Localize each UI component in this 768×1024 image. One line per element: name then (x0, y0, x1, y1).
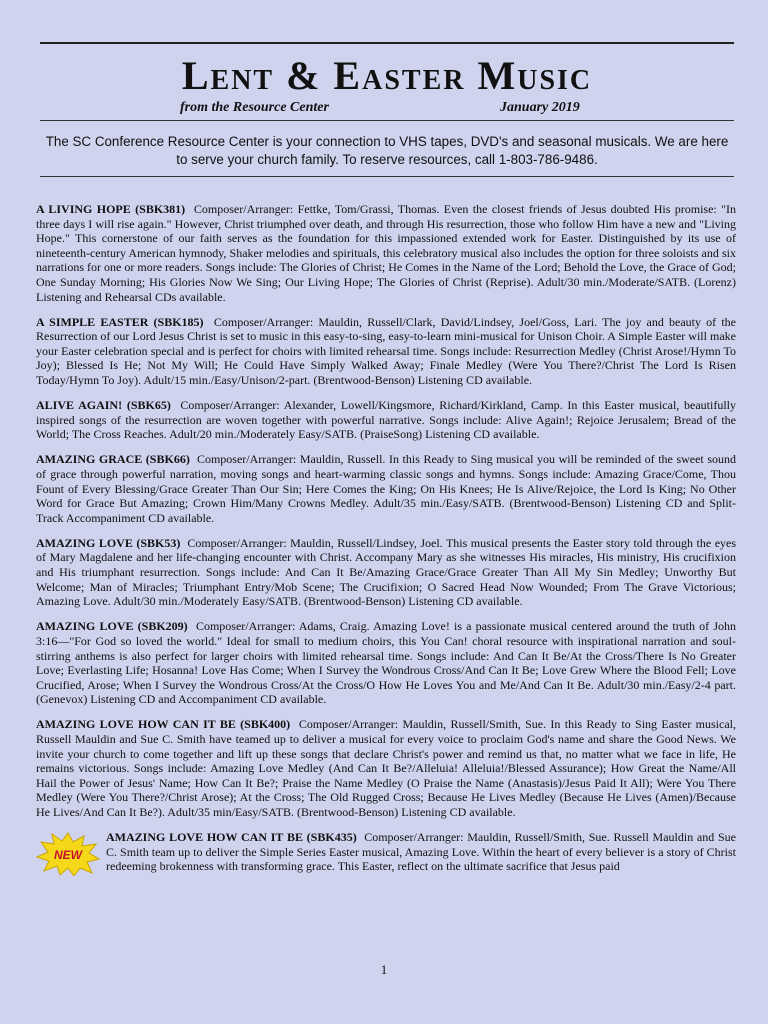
entry-body: Composer/Arranger: Mauldin, Russell/Smith, Sue. In this Ready to Sing Easter musical, Russell Mauldin and Sue C. Smith have teamed up to deliver a musical for every voice to proclaim God's name and share the Good News. We invite your church to come together and lift up these songs that declare Christ's power and remind us that, no matter what we face in life, He remains victorious. Songs include: Amazing Love Medley (And Can It Be?/Alleluia! Alleluia!/Blessed Assurance); How Great the Name/All Hail the Power of Jesus' Name; How Can It Be?; Praise the Name Medley (O Praise the Name (Anastasis)/Jesus Paid It All); Were You There Medley (Were You There?/Christ Arose); At the Cross; The Old Rugged Cross; Because He Lives Medley (Because He Lives (Amen)/Because He Lives/And Can It Be?). Adult/35 min/Easy/SATB. (Brentwood-Benson) Listening CD available. (36, 717, 736, 819)
new-badge-label: NEW (54, 848, 82, 863)
new-badge-icon (36, 832, 100, 876)
entry-heading: A LIVING HOPE (SBK381) (36, 202, 186, 216)
page-number: 1 (380, 962, 388, 977)
entry-body: Composer/Arranger: Mauldin, Russell. In this Ready to Sing musical you will be reminded of the sweet sound of grace through powerful narration, moving songs and heart-warming classic songs and hymns. Songs include: Amazing Grace/Come, Thou Fount of Every Blessing/Grace Greater Than Our Sin; Here Comes the King; On His Knees; He Is Alive/Rejoice, the Lord Is King; No Other Word for Grace But Amazing; Crown Him/Many Crowns Medley. Adult/35 min./Easy/SATB. (Brentwood-Benson) Listening CD and Split-Track Accompaniment CD available. (36, 452, 736, 525)
entry-sbk400 (36, 717, 736, 819)
entry-heading: AMAZING LOVE HOW CAN IT BE (SBK400) (36, 717, 291, 732)
entry-heading: A SIMPLE EASTER (SBK185) (36, 314, 204, 329)
entry-heading: AMAZING LOVE (SBK53) (36, 535, 181, 550)
intro-rule (40, 176, 734, 177)
entry-body: Composer/Arranger: Mauldin, Russell/Smith, Sue. Russell Mauldin and Sue C. Smith team up to deliver the Simple Series Easter musical, Amazing Love. Within the heart of every believer is a story of Christ redeeming brokenness with transforming grace. This Easter, reflect on the ultimate sacrifice that Jesus paid (106, 830, 737, 874)
entry-body: Composer/Arranger: Mauldin, Russell/Clark, David/Lindsey, Joel/Goss, Lari. The joy and beauty of the Resurrection of our Lord Jesus Christ is set to music in this easy-to-sing, easy-to-learn mini-musical for Unison Choir. A Simple Easter will make your Easter celebration special and is perfect for choirs with limited rehearsal time. Songs include: Resurrection Medley (Christ Arose!/Hymn To Joy); Blessed Is He; Not My Will; He Could Have Simply Walked Away; Finale Medley (Were You There?/Christ The Lord Is Risen Today/Hymn To Joy). Adult/15 min./Easy/Unison/2-part. (Brentwood-Benson) Listening CD available. (36, 314, 736, 388)
entry-sbk381 (36, 202, 736, 304)
subtitle-source: from the Resource Center (180, 100, 329, 115)
page-title: Lent & Easter Music (181, 53, 593, 98)
subtitle-date: January 2019 (500, 100, 580, 115)
entry-body: Composer/Arranger: Fettke, Tom/Grassi, Thomas. Even the closest friends of Jesus doubted His promise: "In three days I will rise again." However, Christ triumphed over death, and through His resurrection, those who follow Him have a new and "Living Hope." This cornerstone of our faith serves as the foundation for this impassioned extended work for Easter. Distinguished by its use of nineteenth-century American hymnody, Shaker melodies and spirituals, this celebratory musical also includes the option for three soloists and six narrations for one or more readers. Songs include: The Glories of Christ; He Comes in the Name of the Lord; Behold the Love, the Grace of God; One Sunday Morning; His Glories Now We Sing; Our Living Hope; The Glories of Christ (Reprise). Adult/30 min./Moderate/SATB. (Lorenz) Listening and Rehearsal CDs available. (36, 202, 737, 304)
top-rule (40, 42, 734, 44)
entry-sbk66 (36, 452, 736, 525)
entry-sbk185 (36, 315, 736, 388)
entry-heading: AMAZING LOVE HOW CAN IT BE (SBK435) (106, 830, 357, 845)
entry-body: Composer/Arranger: Alexander, Lowell/Kingsmore, Richard/Kirkland, Camp. In this Easter musical, beautifully inspired songs of the resurrection are woven together with powerful narrative. Songs include: Alive Again!; Rejoice Jerusalem; Bread of the World; The Cross Reaches. Adult/20 min./Moderately Easy/SATB. (PraiseSong) Listening CD available. (36, 398, 736, 442)
entry-sbk53 (36, 536, 736, 609)
entry-sbk209 (36, 619, 736, 707)
entry-heading: AMAZING LOVE (SBK209) (36, 619, 188, 634)
entry-sbk435 (36, 830, 736, 874)
intro-text: The SC Conference Resource Center is your connection to VHS tapes, DVD's and seasonal musicals. We are here to serve your church family. To reserve resources, call 1-803-786-9486. (45, 134, 729, 167)
entry-heading: ALIVE AGAIN! (SBK65) (36, 398, 171, 413)
entry-sbk65 (36, 398, 736, 442)
entry-heading: AMAZING GRACE (SBK66) (36, 452, 190, 467)
header-rule (40, 120, 734, 121)
entry-body: Composer/Arranger: Adams, Craig. Amazing Love! is a passionate musical centered around the truth of John 3:16—"For God so loved the world." Ideal for small to medium choirs, this You Can! choral resource with inspirational narration and soul-stirring anthems is also perfect for larger choirs with limited rehearsal time. Songs include: And Can It Be/At the Cross/There Is No Greater Love; Everlasting Life; Hosanna! Love Has Come; When I Survey the Wondrous Cross/And Can It Be; Love Grew Where the Blood Fell; Love Crucified, Arose; When I Survey the Wondrous Cross/At the Cross/O How He Loves You and Me/And Can It Be. Adult/30 min./Easy/2-4 part. (Genevox) Listening CD and Accompaniment CD available. (36, 619, 736, 707)
entry-body: Composer/Arranger: Mauldin, Russell/Lindsey, Joel. This musical presents the Easter story told through the eyes of Mary Magdalene and her life-changing encounter with Christ. Accompany Mary as she witnesses His miracles, His ministry, His crucifixion and His triumphant resurrection. Songs include: And Can It Be/Amazing Grace/Grace Greater Than All My Sin Medley; Unworthy But Welcome; Man of Miracles; Triumphant Entry/Mob Scene; The Crucifixion; O Sacred Head Now Wounded; From The Grave Victorious; Amazing Love. Adult/30 min./Moderately Easy/SATB. (Brentwood-Benson) Listening CD available. (36, 535, 737, 609)
entry-list (36, 202, 736, 884)
